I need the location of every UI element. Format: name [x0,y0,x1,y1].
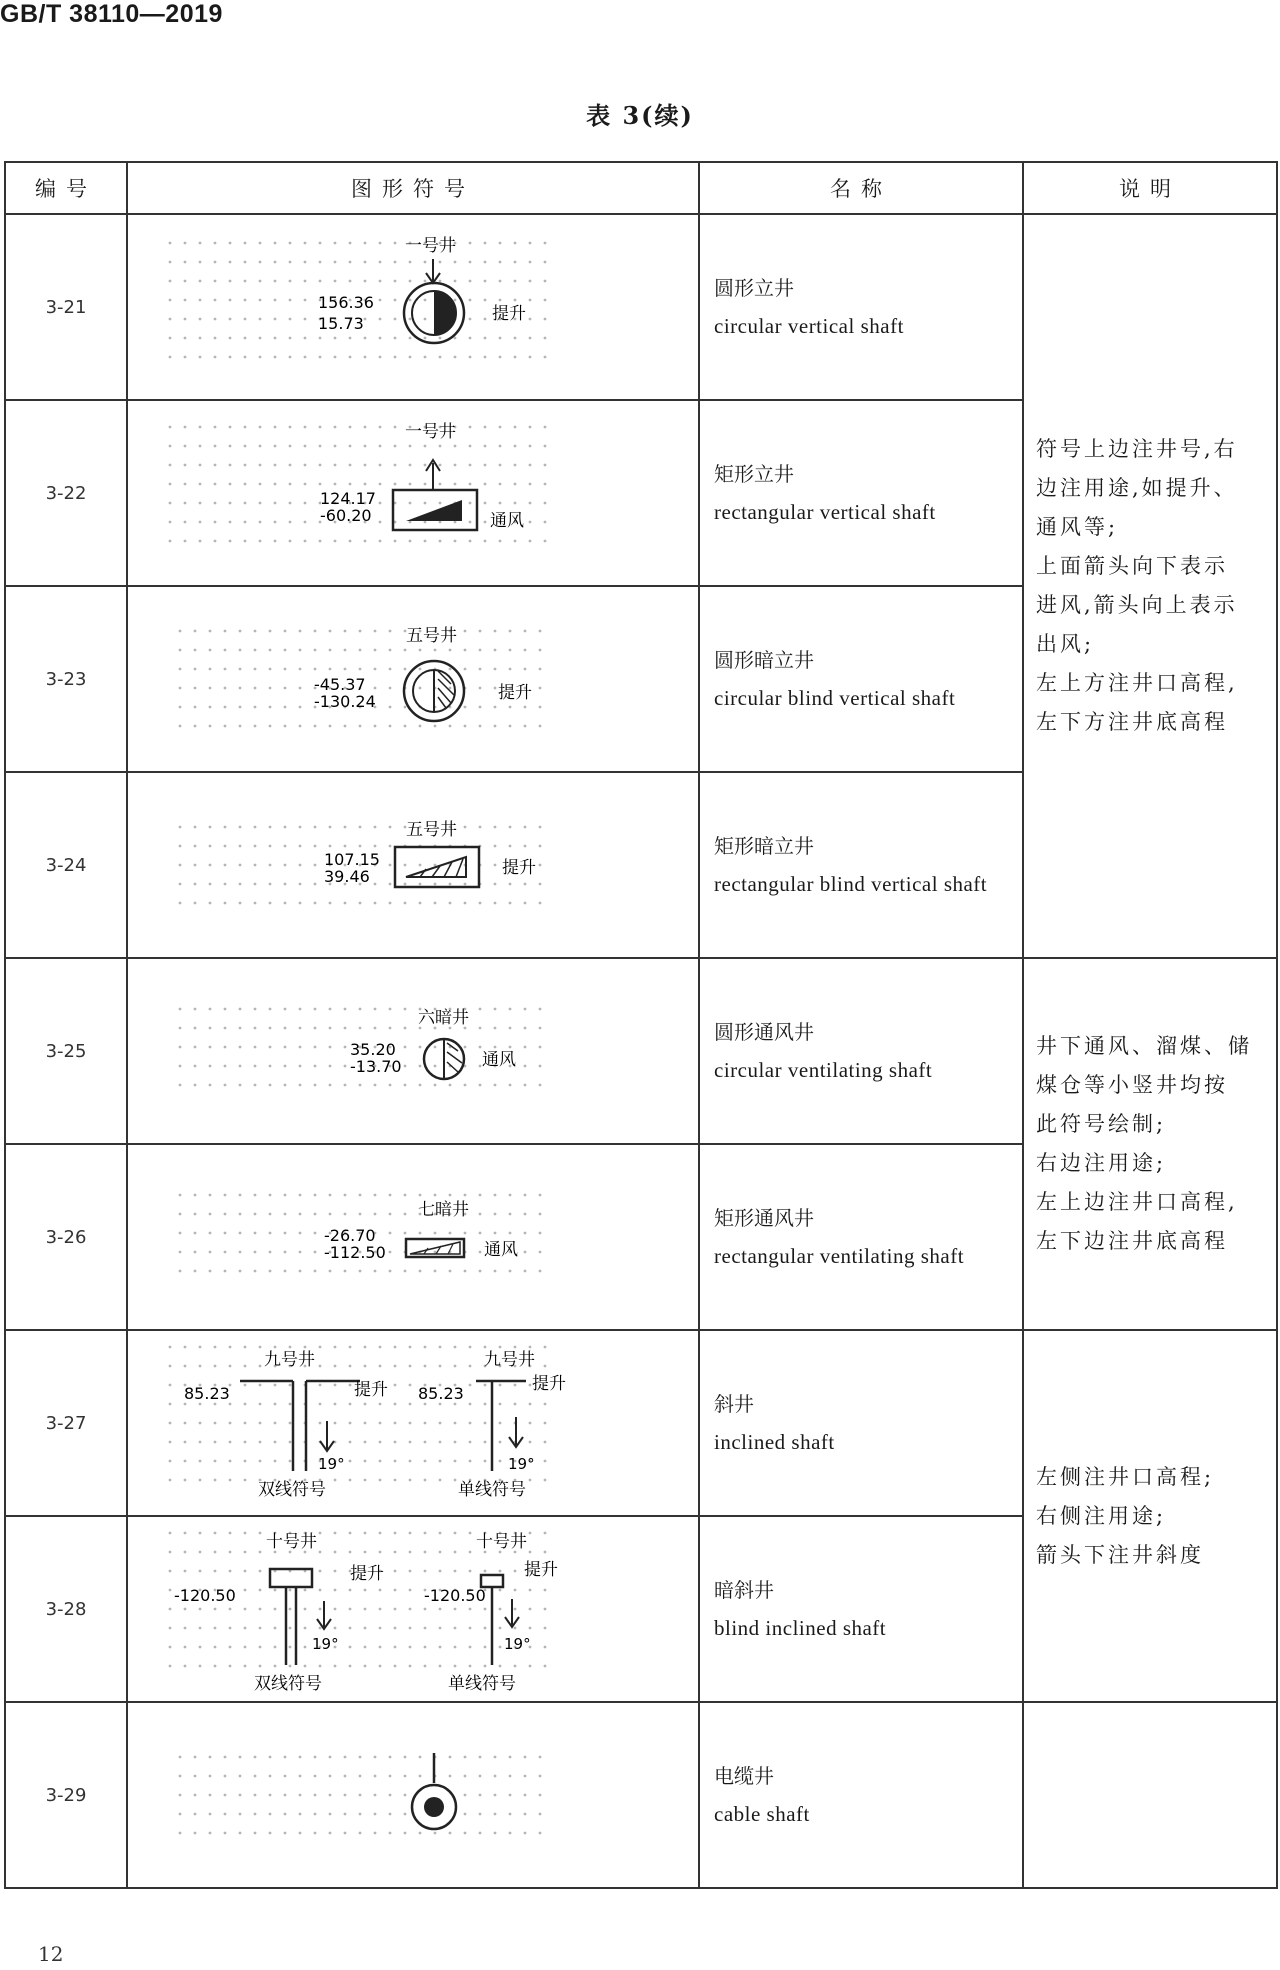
name-cell [699,1144,1023,1330]
note-line: 左下边注井底高程 [1036,1229,1228,1253]
rectangular-blind-vertical-shaft-symbol [128,773,698,957]
circular-vertical-shaft-symbol [128,215,698,399]
single-line-caption: 单线符号 [448,1674,516,1694]
bottom-elevation-label: -130.24 [314,692,376,711]
name-en: circular ventilating shaft [714,1058,933,1082]
blind-inclined-shaft-symbol [128,1517,698,1701]
name-zh: 矩形立井 [714,462,794,486]
purpose-label: 通风 [484,1240,518,1260]
note-line: 左侧注井口高程; [1036,1464,1215,1489]
note-line: 箭头下注井斜度 [1036,1542,1204,1567]
bottom-elevation-label: -13.70 [350,1057,402,1076]
row-number: 3-24 [5,772,127,958]
purpose-label: 通风 [490,511,524,531]
left-purpose-label: 提升 [354,1380,388,1400]
symbol-cell [127,1330,699,1516]
table-row [5,1702,1277,1888]
page-number: 12 [38,1942,64,1966]
shaft-name-label: 一号井 [405,236,456,256]
circular-blind-vertical-shaft-symbol [128,587,698,771]
bottom-elevation-label: -60.20 [320,506,372,525]
table-row [5,1330,1277,1516]
symbol-cell [127,400,699,586]
note-line: 通风等; [1036,515,1119,539]
name-cell [699,1702,1023,1888]
single-line-caption: 单线符号 [458,1480,526,1500]
left-shaft-name-label: 九号井 [264,1350,315,1370]
bottom-elevation-label: 39.46 [324,867,370,886]
name-en: rectangular vertical shaft [714,500,936,524]
collar-elevation-label: 124.17 [320,489,376,508]
note-line: 井下通风、溜煤、储 [1036,1034,1252,1058]
row-number: 3-29 [5,1702,127,1888]
shaft-name-label: 七暗井 [418,1200,469,1220]
left-shaft-name-label: 十号井 [266,1532,317,1552]
note-line: 左上方注井口高程, [1036,671,1238,695]
dot-grid [179,1756,542,1835]
shaft-name-label: 五号井 [406,626,457,646]
name-en: inclined shaft [714,1430,835,1454]
symbol-cell [127,586,699,772]
note-line: 符号上边注井号,右 [1036,437,1238,461]
row-number: 3-27 [5,1330,127,1516]
table-row [5,214,1277,400]
name-en: cable shaft [714,1802,810,1826]
collar-elevation-label: 107.15 [324,850,380,869]
note-line: 煤仓等小竖井均按 [1036,1073,1228,1097]
bottom-elevation-label: -112.50 [324,1243,386,1262]
right-purpose-label: 提升 [524,1560,558,1580]
name-zh: 矩形通风井 [714,1206,814,1230]
name-en: rectangular blind vertical shaft [714,872,988,896]
left-angle-label: 19° [318,1455,345,1473]
name-cell [699,586,1023,772]
name-cell [699,958,1023,1144]
symbol-cell [127,958,699,1144]
purpose-label: 提升 [498,683,532,703]
rectangular-vertical-shaft-symbol [128,401,698,585]
symbol-table [4,161,1278,1889]
name-en: rectangular ventilating shaft [714,1244,965,1268]
note-line: 右边注用途; [1036,1151,1167,1175]
note-line: 此符号绘制; [1036,1112,1167,1136]
left-angle-label: 19° [312,1635,339,1653]
row-number: 3-26 [5,1144,127,1330]
col-header-number: 编号 [5,162,127,214]
name-zh: 圆形通风井 [714,1020,814,1044]
name-zh: 圆形立井 [714,276,794,300]
note-cell-empty [1023,1702,1277,1888]
row-number: 3-28 [5,1516,127,1702]
note-cell-group2 [1023,958,1277,1330]
purpose-label: 通风 [482,1050,516,1070]
note-line: 左上边注井口高程, [1036,1190,1238,1214]
note-line: 左下方注井底高程 [1036,710,1228,734]
right-purpose-label: 提升 [532,1374,566,1394]
right-angle-label: 19° [508,1455,535,1473]
right-elevation-label: 85.23 [418,1384,464,1403]
right-angle-label: 19° [504,1635,531,1653]
name-cell [699,1330,1023,1516]
collar-elevation-label: 35.20 [350,1040,396,1059]
shaft-name-label: 五号井 [406,820,457,840]
note-cell-group1 [1023,214,1277,958]
inclined-shaft-symbol [128,1331,698,1515]
symbol-cell [127,1516,699,1702]
double-line-caption: 双线符号 [254,1674,322,1694]
purpose-label: 提升 [492,304,526,324]
symbol-cell [127,1702,699,1888]
right-shaft-name-label: 十号井 [476,1532,527,1552]
name-cell [699,400,1023,586]
symbol-cell [127,214,699,400]
note-cell-group3 [1023,1330,1277,1702]
right-shaft-name-label: 九号井 [484,1350,535,1370]
name-en: circular blind vertical shaft [714,686,956,710]
symbol-cell [127,1144,699,1330]
right-elevation-label: -120.50 [424,1586,486,1605]
collar-elevation-label: 156.36 [318,293,374,312]
shaft-name-label: 六暗井 [418,1008,469,1028]
rectangular-ventilating-shaft-symbol [128,1145,698,1329]
name-zh: 矩形暗立井 [714,834,814,858]
name-en: blind inclined shaft [714,1616,887,1640]
table-caption: 表 3(续) [586,101,694,130]
standard-code: GB/T 38110—2019 [0,0,223,28]
circular-ventilating-shaft-symbol [128,959,698,1143]
col-header-symbol: 图形符号 [127,162,699,214]
note-line: 进风,箭头向上表示 [1036,593,1238,617]
symbol-cell [127,772,699,958]
cable-shaft-symbol [128,1703,698,1887]
collar-elevation-label: -45.37 [314,675,366,694]
note-line: 上面箭头向下表示 [1036,554,1228,578]
collar-elevation-label: -26.70 [324,1226,376,1245]
col-header-note: 说明 [1023,162,1277,214]
left-purpose-label: 提升 [350,1564,384,1584]
left-elevation-label: -120.50 [174,1586,236,1605]
col-header-name: 名称 [699,162,1023,214]
shaft-name-label: 一号井 [405,422,456,442]
name-zh: 暗斜井 [714,1578,774,1602]
table-header-row [5,162,1277,214]
bottom-elevation-label: 15.73 [318,314,364,333]
row-number: 3-23 [5,586,127,772]
double-line-caption: 双线符号 [258,1480,326,1500]
row-number: 3-21 [5,214,127,400]
name-cell [699,214,1023,400]
table-row [5,958,1277,1144]
note-line: 出风; [1036,632,1095,656]
purpose-label: 提升 [502,858,536,878]
left-elevation-label: 85.23 [184,1384,230,1403]
name-en: circular vertical shaft [714,314,904,338]
note-line: 右侧注用途; [1036,1503,1167,1528]
note-line: 边注用途,如提升、 [1036,476,1238,500]
row-number: 3-22 [5,400,127,586]
name-zh: 电缆井 [714,1764,774,1788]
name-cell [699,772,1023,958]
name-cell [699,1516,1023,1702]
name-zh: 圆形暗立井 [714,648,814,672]
name-zh: 斜井 [714,1392,754,1416]
row-number: 3-25 [5,958,127,1144]
